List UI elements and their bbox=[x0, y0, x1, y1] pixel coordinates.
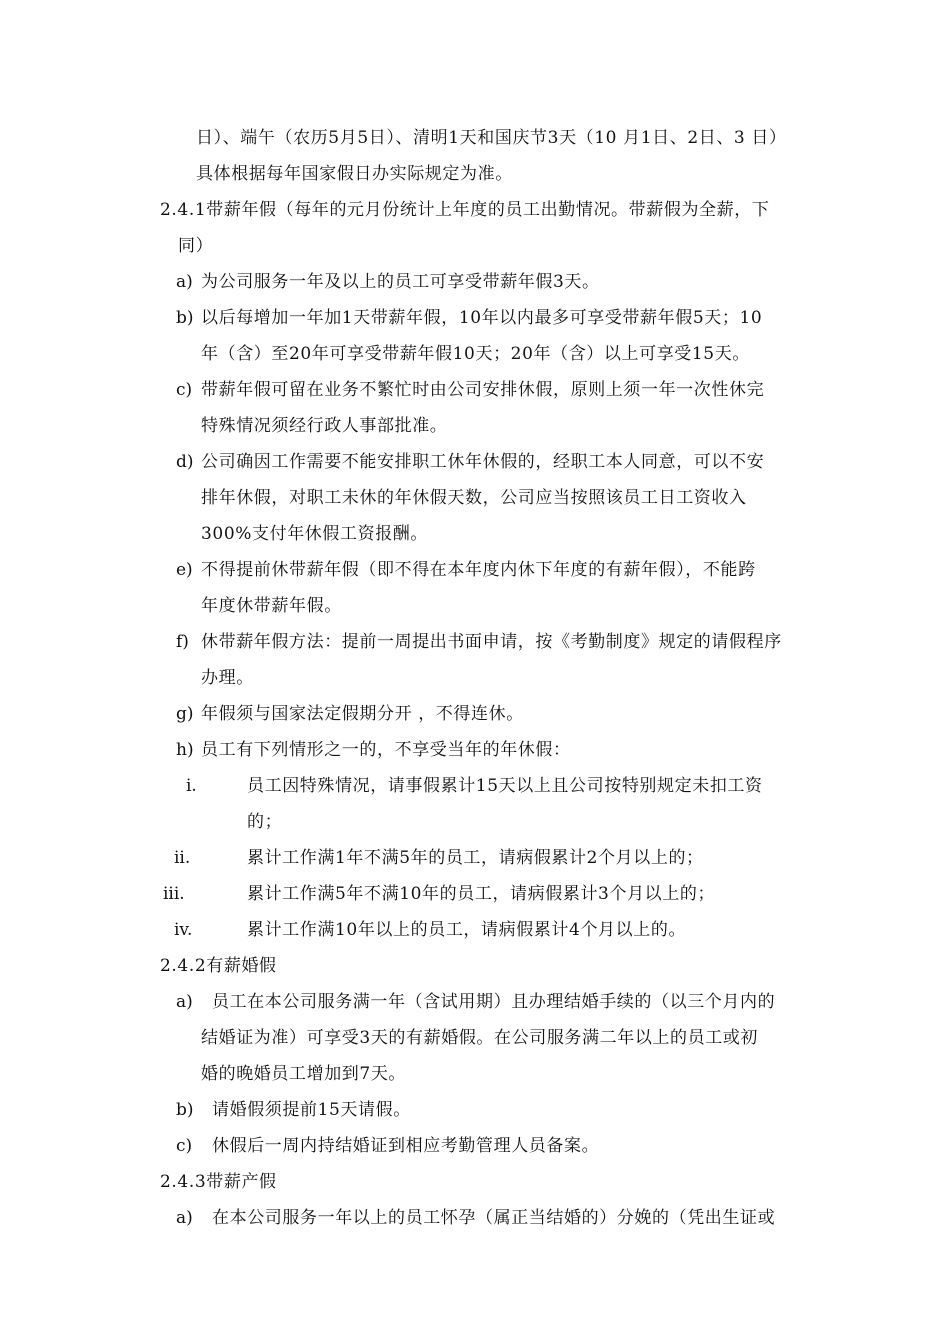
list-item-text: 在本公司服务一年以上的员工怀孕（属正当结婚的）分娩的（凭出生证或 bbox=[212, 1208, 776, 1228]
section-heading-continuation: 同） bbox=[178, 236, 214, 256]
section-heading-2-4-3: 2.4.3带薪产假 bbox=[160, 1172, 277, 1192]
list-item-text: 年度休带薪年假。 bbox=[201, 596, 342, 616]
list-marker: a) bbox=[176, 1208, 193, 1228]
list-item-text: 休假后一周内持结婚证到相应考勤管理人员备案。 bbox=[212, 1136, 600, 1156]
list-item-text: 为公司服务一年及以上的员工可享受带薪年假3天。 bbox=[201, 272, 600, 292]
paragraph-line: 具体根据每年国家假日办实际规定为准。 bbox=[196, 164, 513, 184]
sub-list-item-text: 累计工作满10年以上的员工，请病假累计4个月以上的。 bbox=[247, 920, 687, 940]
section-heading-2-4-2: 2.4.2有薪婚假 bbox=[160, 956, 277, 976]
list-marker: a) bbox=[176, 272, 193, 292]
list-item-text: 不得提前休带薪年假（即不得在本年度内休下年度的有薪年假），不能跨 bbox=[201, 560, 756, 580]
sub-list-marker: iii. bbox=[163, 884, 185, 904]
list-item-text: 带薪年假可留在业务不繁忙时由公司安排休假，原则上须一年一次性休完 bbox=[201, 380, 765, 400]
list-item-text: 排年休假，对职工未休的年休假天数，公司应当按照该员工日工资收入 bbox=[201, 488, 747, 508]
list-marker: b) bbox=[176, 1100, 194, 1120]
list-marker: b) bbox=[176, 308, 194, 328]
list-item-text: 请婚假须提前15天请假。 bbox=[212, 1100, 411, 1120]
list-item-text: 年（含）至20年可享受带薪年假10天；20年（含）以上可享受15天。 bbox=[201, 344, 750, 364]
sub-list-item-text: 累计工作满5年不满10年的员工，请病假累计3个月以上的； bbox=[247, 884, 716, 904]
sub-list-item-text: 的； bbox=[247, 812, 283, 832]
list-marker: c) bbox=[176, 1136, 193, 1156]
section-heading-2-4-1: 2.4.1带薪年假（每年的元月份统计上年度的员工出勤情况。带薪假为全薪，下 bbox=[160, 200, 770, 220]
list-marker: d) bbox=[176, 452, 194, 472]
list-item-text: 以后每增加一年加1天带薪年假，10年以内最多可享受带薪年假5天；10 bbox=[201, 308, 763, 328]
list-item-text: 年假须与国家法定假期分开 ，不得连休。 bbox=[201, 704, 524, 724]
list-item-text: 300%支付年休假工资报酬。 bbox=[201, 524, 429, 544]
list-item-text: 休带薪年假方法：提前一周提出书面申请，按《考勤制度》规定的请假程序 bbox=[201, 632, 782, 652]
list-item-text: 特殊情况须经行政人事部批准。 bbox=[201, 416, 448, 436]
list-item-text: 婚的晚婚员工增加到7天。 bbox=[201, 1064, 407, 1084]
sub-list-marker: i. bbox=[186, 776, 197, 796]
list-marker: h) bbox=[176, 740, 194, 760]
paragraph-line: 日）、端午（农历5月5日）、清明1天和国庆节3天（10 月1日、2日、3 日） bbox=[196, 128, 787, 148]
list-marker: a) bbox=[176, 992, 193, 1012]
sub-list-marker: ii. bbox=[174, 848, 191, 868]
sub-list-marker: iv. bbox=[174, 920, 193, 940]
list-marker: e) bbox=[176, 560, 193, 580]
sub-list-item-text: 员工因特殊情况，请事假累计15天以上且公司按特别规定未扣工资 bbox=[247, 776, 763, 796]
sub-list-item-text: 累计工作满1年不满5年的员工，请病假累计2个月以上的； bbox=[247, 848, 704, 868]
list-item-text: 员工在本公司服务满一年（含试用期）且办理结婚手续的（以三个月内的 bbox=[212, 992, 776, 1012]
list-item-text: 办理。 bbox=[201, 668, 254, 688]
list-item-text: 公司确因工作需要不能安排职工休年休假的，经职工本人同意，可以不安 bbox=[201, 452, 765, 472]
list-marker: c) bbox=[176, 380, 193, 400]
list-marker: f) bbox=[176, 632, 189, 652]
list-item-text: 员工有下列情形之一的，不享受当年的年休假： bbox=[201, 740, 571, 760]
list-item-text: 结婚证为准）可享受3天的有薪婚假。在公司服务满二年以上的员工或初 bbox=[201, 1028, 759, 1048]
list-marker: g) bbox=[176, 704, 194, 724]
